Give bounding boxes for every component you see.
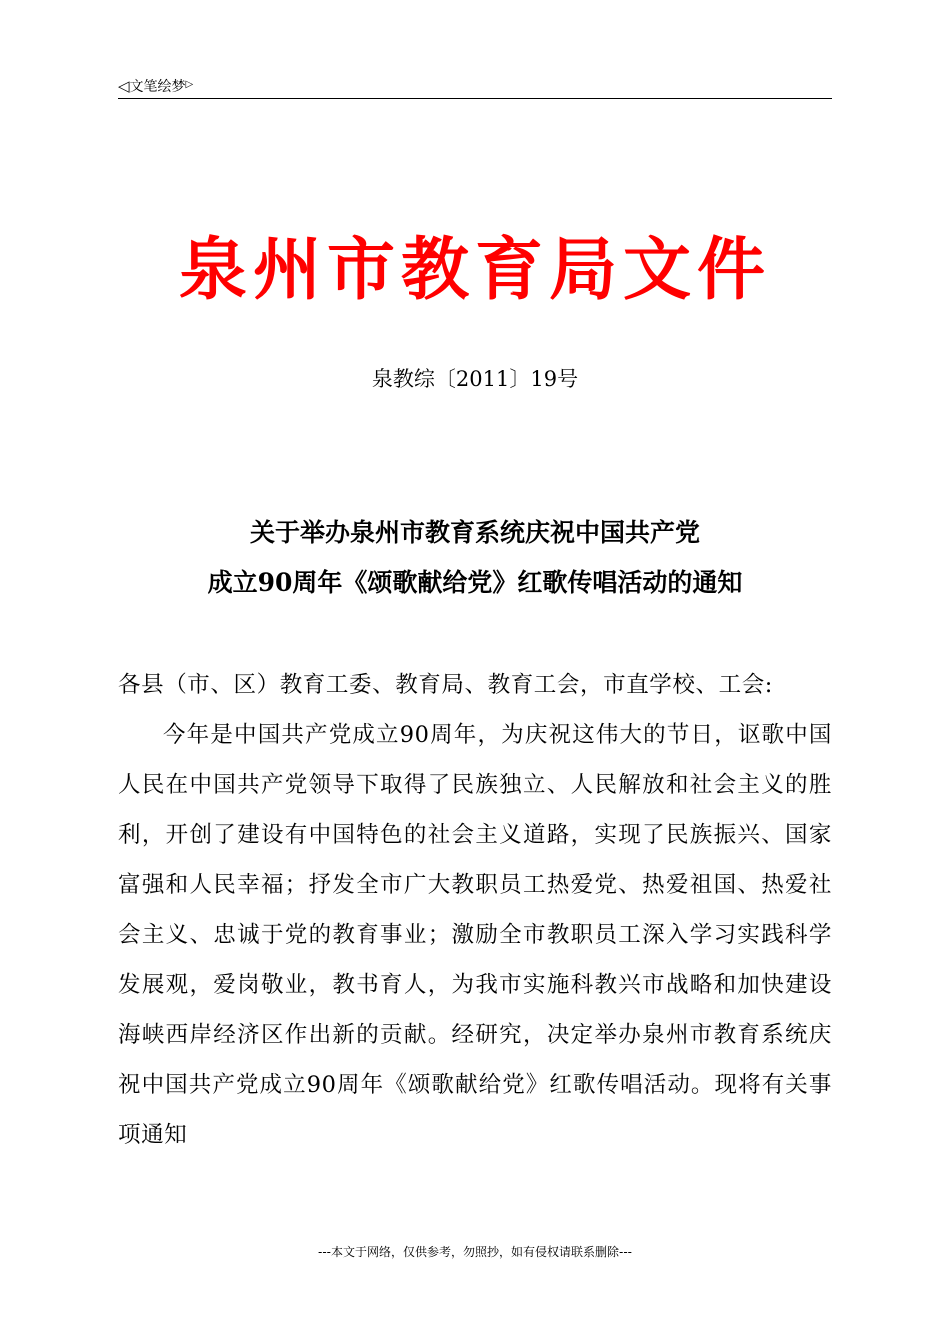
header-brand [118, 76, 193, 96]
subject-line-2: 成立90周年《颂歌献给党》红歌传唱活动的通知 [207, 568, 743, 597]
footer-disclaimer: ---本文于网络，仅供参考，勿照抄，如有侵权请联系删除--- [318, 1245, 632, 1259]
document-title: 泉州市教育局文件 [178, 231, 771, 310]
document-subject [0, 508, 950, 608]
subject-line-1: 关于举办泉州市教育系统庆祝中国共产党 [249, 518, 700, 547]
addressee: 各县（市、区）教育工委、教育局、教育工会，市直学校、工会: [118, 672, 773, 698]
document-number: 泉教综〔2011〕19号 [371, 367, 579, 391]
document-body [118, 660, 832, 1160]
page-header [118, 76, 832, 99]
left-triangle-icon: ◁ [118, 77, 130, 95]
right-triangle-icon: ▷ [185, 79, 194, 90]
body-paragraph-1: 今年是中国共产党成立90周年，为庆祝这伟大的节日，讴歌中国人民在中国共产党领导下取得了民族独立、人民解放和社会主义的胜利，开创了建设有中国特色的社会主义道路，实现了民族振兴、国家富强和人民幸福；抒发全市广大教职员工热爱党、热爱祖国、热爱社会主义、忠诚于党的教育事业；激励全市教职员工深入学习实践科学发展观，爱岗敬业，教书育人，为我市实施科教兴市战略和加快建设海峡西岸经济区作出新的贡献。经研究，决定举办泉州市教育系统庆祝中国共产党成立90周年《颂歌献给党》红歌传唱活动。现将有关事项通知 [118, 722, 832, 1148]
header-brand-text: 文笔绘梦 [129, 79, 186, 95]
